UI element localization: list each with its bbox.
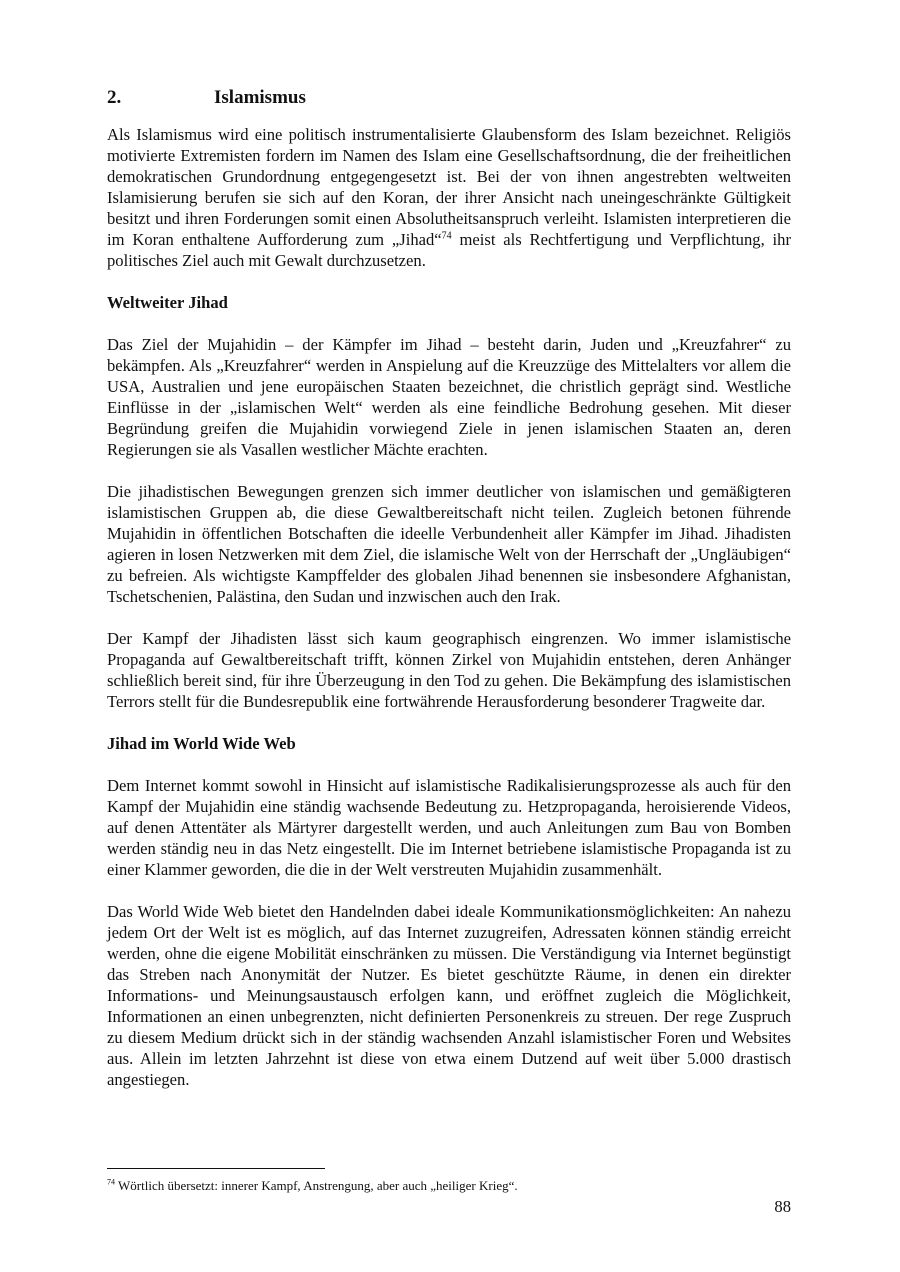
section-heading-jihad-im-www: Jihad im World Wide Web — [107, 734, 296, 753]
paragraph: Das Ziel der Mujahidin – der Kämpfer im Jihad – besteht darin, Juden und „Kreuzfahrer“ zu bekämpfen. Als „Kreuzfahrer“ werden in Anspielung auf die Kreuzzüge des Mittelalters vor allem die USA, Australien und jene europäischen Staaten bezeichnet, die christlich geprägt sind. Westliche Einflüsse in der „islamischen Welt“ werden als eine feindliche Bedrohung gesehen. Mit dieser Begründung greifen die Mujahidin vorwiegend Ziele in jenen islamischen Staaten an, deren Regierungen sie als Vasallen westlicher Mächte erachten. — [107, 335, 791, 459]
intro-paragraph — [107, 124, 791, 271]
chapter-heading — [107, 84, 791, 112]
paragraph: Der Kampf der Jihadisten lässt sich kaum geographisch eingrenzen. Wo immer islamistische Propaganda auf Gewaltbereitschaft trifft, können Zirkel von Mujahidin entstehen, deren Anhänger schließlich bereit sind, für ihre Überzeugung in den Tod zu gehen. Die Bekämpfung des islamistischen Terrors stellt für die Bundesrepublik eine fortwährende Herausforderung besonderer Tragweite dar. — [107, 629, 791, 711]
paragraph: Dem Internet kommt sowohl in Hinsicht auf islamistische Radikalisierungsprozesse als auch für den Kampf der Mujahidin eine ständig wachsende Bedeutung zu. Hetzpropaganda, heroisierende Videos, auf denen Attentäter als Märtyrer dargestellt werden, und auch Anleitungen zum Bau von Bomben werden ständig neu in das Netz eingestellt. Die im Internet betriebene islamistische Propaganda ist zu einer Klammer geworden, die die in der Welt verstreuten Mujahidin zusammenhält. — [107, 776, 791, 879]
paragraph: Die jihadistischen Bewegungen grenzen sich immer deutlicher von islamischen und gemäßigteren islamistischen Gruppen ab, die diese Gewaltbereitschaft nicht teilen. Zugleich betonen führende Mujahidin in öffentlichen Botschaften die ideelle Verbundenheit aller Kämpfer im Jihad. Jihadisten agieren in losen Netzwerken mit dem Ziel, die islamische Welt von der Herrschaft der „Ungläubigen“ zu befreien. Als wichtigste Kampffelder des globalen Jihad benennen sie insbesondere Afghanistan, Tschetschenien, Palästina, den Sudan und inzwischen auch den Irak. — [107, 482, 791, 606]
chapter-number: 2. — [107, 87, 122, 108]
footnote-divider — [107, 1168, 325, 1169]
footnote-number: 74 — [107, 1177, 115, 1187]
footnote — [107, 1177, 791, 1194]
footnote-text: Wörtlich übersetzt: innerer Kampf, Anstrengung, aber auch „heiliger Krieg“. — [115, 1178, 518, 1193]
footnote-reference[interactable]: 74 — [441, 230, 452, 242]
section-heading-weltweiter-jihad: Weltweiter Jihad — [107, 293, 228, 312]
page-number: 88 — [774, 1197, 791, 1216]
chapter-title: Islamismus — [214, 87, 306, 108]
intro-text-after-note: meist als Rechtfertigung und Verpflichtung, ihr politisches Ziel auch mit Gewalt durchzusetzen. — [107, 230, 791, 270]
intro-text-before-note: Als Islamismus wird eine politisch instrumentalisierte Glaubensform des Islam bezeichnet. Religiös motivierte Extremisten fordern im Namen des Islam eine Gesellschaftsordnung, die der freiheitlichen demokratischen Grundordnung entgegengesetzt ist. Bei der von ihnen angestrebten weltweiten Islamisierung berufen sie sich auf den Koran, der ihrer Ansicht nach uneingeschränkte Gültigkeit besitzt und ihren Forderungen somit einen Absolutheitsanspruch verleiht. Islamisten interpretieren die im Koran enthaltene Aufforderung zum „Jihad“ — [107, 125, 791, 249]
page-body — [107, 84, 791, 1111]
paragraph: Das World Wide Web bietet den Handelnden dabei ideale Kommunikationsmöglichkeiten: An nahezu jedem Ort der Welt ist es möglich, auf das Internet zuzugreifen, Adressaten können ständig erreicht werden, ohne die eigene Mobilität einschränken zu müssen. Die Verständigung via Internet begünstigt das Streben nach Anonymität der Nutzer. Es bietet geschützte Räume, in denen ein direkter Informations- und Meinungsaustausch erfolgen kann, und eröffnet zugleich die Möglichkeit, Informationen an einen unbegrenzten, nicht definierten Personenkreis zu streuen. Der rege Zuspruch zu diesem Medium drückt sich in der ständig wachsenden Anzahl islamistischer Foren und Websites aus. Allein im letzten Jahrzehnt ist diese von etwa einem Dutzend auf weit über 5.000 drastisch angestiegen. — [107, 902, 791, 1089]
